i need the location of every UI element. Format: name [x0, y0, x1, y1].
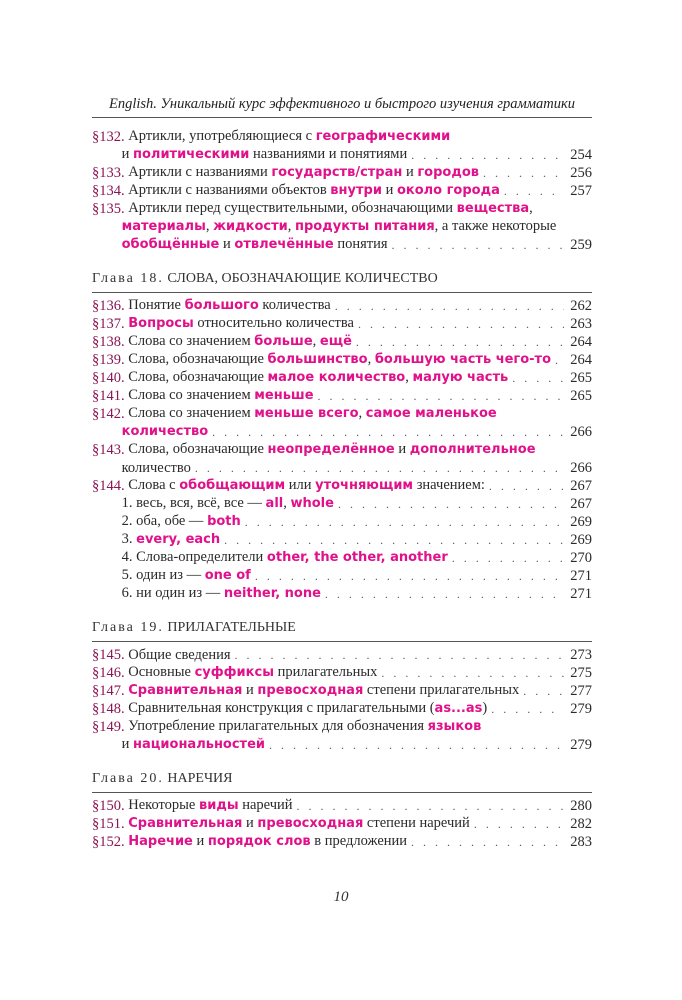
plain-text: ,	[205, 218, 214, 234]
toc-entry	[92, 700, 592, 718]
highlighted-term: самое маленькое	[365, 406, 497, 421]
section-number: §142.	[92, 406, 125, 422]
highlighted-term: both	[207, 514, 241, 529]
highlighted-term: Вопросы	[128, 316, 194, 331]
highlighted-term: жидкости	[213, 219, 288, 234]
dot-leader	[474, 815, 564, 833]
page-ref: 265	[570, 370, 592, 386]
toc-entry	[92, 351, 592, 369]
entry-title	[125, 386, 314, 405]
highlighted-term: малое количество	[267, 370, 406, 385]
dot-leader	[318, 387, 564, 405]
page-ref: 259	[570, 237, 592, 253]
plain-text: , а также некоторые	[434, 218, 557, 234]
highlighted-term: меньше всего	[254, 406, 359, 421]
plain-text: Общие сведения	[128, 647, 231, 663]
highlighted-term: ещё	[319, 334, 352, 349]
toc-entry	[92, 797, 592, 815]
plain-text: Слова со значением	[128, 387, 255, 403]
chapter-heading	[92, 770, 592, 788]
plain-text: Слова со значением	[128, 405, 255, 421]
plain-text: Артикли с названиями	[128, 164, 272, 180]
plain-text: в предложении	[310, 833, 408, 849]
entry-title	[125, 332, 352, 351]
section-number: §150.	[92, 798, 125, 814]
highlighted-term: вещества	[456, 201, 530, 216]
plain-text: ,	[283, 495, 291, 511]
section-number: §144.	[92, 478, 125, 494]
plain-text: 3.	[121, 531, 137, 547]
plain-text: и	[242, 815, 258, 831]
highlighted-term: отвлечённые	[234, 237, 334, 252]
page-number: 10	[333, 889, 349, 905]
entry-title	[125, 163, 479, 182]
entry-title	[125, 350, 551, 369]
toc-subentry	[92, 567, 592, 585]
section-number: §151.	[92, 816, 125, 832]
dot-leader	[338, 495, 564, 513]
page-ref: 254	[570, 147, 592, 163]
section-number: §141.	[92, 388, 125, 404]
highlighted-term: дополнительное	[409, 442, 536, 457]
toc-entry	[92, 682, 592, 700]
highlighted-term: neither, none	[223, 586, 321, 601]
plain-text: или	[285, 477, 316, 493]
highlighted-term: количество	[121, 424, 209, 439]
dot-leader	[491, 700, 564, 718]
highlighted-term: политическими	[133, 147, 250, 162]
highlighted-term: whole	[290, 496, 334, 511]
dot-leader	[255, 567, 564, 585]
section-number: §135.	[92, 201, 125, 217]
plain-text: 5. один из —	[121, 567, 205, 583]
toc-entry-continuation	[92, 736, 592, 754]
plain-text: степени прилагательных	[363, 682, 520, 698]
entry-title	[125, 296, 331, 315]
dot-leader	[212, 423, 564, 441]
plain-text: и	[242, 682, 258, 698]
dot-leader	[335, 297, 564, 315]
table-of-contents	[92, 128, 592, 851]
plain-text: количества	[258, 297, 331, 313]
dot-leader	[411, 146, 564, 164]
highlighted-term: as...as	[434, 701, 483, 716]
plain-text: ,	[312, 333, 320, 349]
highlighted-term: языков	[427, 719, 482, 734]
plain-text: Сравнительная конструкция с прилагательными (	[128, 700, 435, 716]
plain-text: степени наречий	[363, 815, 470, 831]
chapter-label: Глава 19.	[92, 620, 164, 635]
plain-text: ,	[358, 405, 366, 421]
entry-title	[125, 646, 231, 664]
toc-entry-continuation	[92, 459, 592, 477]
dot-leader	[358, 315, 564, 333]
plain-text: названиями и понятиями	[249, 146, 408, 162]
plain-text: Слова с	[128, 477, 180, 493]
toc-subentry	[92, 531, 592, 549]
dot-leader	[411, 833, 564, 851]
page-ref: 257	[570, 183, 592, 199]
dot-leader	[381, 664, 564, 682]
chapter-label: Глава 18.	[92, 271, 164, 286]
plain-text: и	[402, 164, 418, 180]
section-number: §146.	[92, 665, 125, 681]
chapter-rule	[92, 292, 592, 293]
plain-text: Понятие	[128, 297, 185, 313]
toc-entry	[92, 128, 592, 146]
highlighted-term: обобщённые	[121, 237, 220, 252]
highlighted-term: материалы	[121, 219, 206, 234]
toc-entry-continuation	[92, 236, 592, 254]
section-number: §133.	[92, 165, 125, 181]
chapter-label: Глава 20.	[92, 771, 164, 786]
plain-text: относительно количества	[193, 315, 354, 331]
plain-text: Некоторые	[128, 797, 199, 813]
highlighted-term: превосходная	[257, 683, 364, 698]
highlighted-term: уточняющим	[315, 478, 414, 493]
highlighted-term: городов	[417, 165, 480, 180]
subentry-title	[118, 512, 241, 531]
highlighted-term: внутри	[330, 183, 382, 198]
subentry-title	[118, 530, 220, 549]
page-ref: 263	[570, 316, 592, 332]
dot-leader	[512, 369, 564, 387]
dot-leader	[392, 236, 564, 254]
plain-text: и	[192, 833, 208, 849]
toc-subentry	[92, 585, 592, 603]
page-ref: 271	[570, 586, 592, 602]
entry-title	[118, 145, 407, 164]
page-ref: 283	[570, 834, 592, 850]
highlighted-term: обобщающим	[179, 478, 286, 493]
section-number: §134.	[92, 183, 125, 199]
plain-text: 2. оба, обе —	[121, 513, 208, 529]
toc-entry	[92, 315, 592, 333]
plain-text: Слова, обозначающие	[128, 351, 268, 367]
plain-text: Слова, обозначающие	[128, 441, 268, 457]
toc-subentry	[92, 513, 592, 531]
dot-leader	[489, 477, 564, 495]
section-number: §136.	[92, 298, 125, 314]
dot-leader	[504, 182, 564, 200]
dot-leader	[269, 736, 564, 754]
chapter-rule	[92, 641, 592, 642]
entry-title	[125, 796, 293, 815]
dot-leader	[452, 549, 564, 567]
highlighted-term: all	[265, 496, 284, 511]
highlighted-term: Сравнительная	[128, 683, 243, 698]
page-ref: 265	[570, 388, 592, 404]
entry-title	[125, 368, 509, 387]
toc-entry	[92, 369, 592, 387]
dot-leader	[297, 797, 564, 815]
page-ref: 279	[570, 737, 592, 753]
chapter-heading	[92, 270, 592, 288]
page-ref: 269	[570, 514, 592, 530]
entry-title	[125, 181, 500, 200]
highlighted-term: суффиксы	[194, 665, 274, 680]
toc-subentry	[92, 495, 592, 513]
highlighted-term: неопределённое	[267, 442, 395, 457]
page-ref: 267	[570, 496, 592, 512]
plain-text: Слова со значением	[128, 333, 255, 349]
toc-entry	[92, 333, 592, 351]
plain-text: )	[482, 700, 488, 716]
entry-title	[125, 663, 378, 682]
entry-title	[125, 814, 470, 833]
toc-entry	[92, 664, 592, 682]
toc-entry-continuation	[92, 146, 592, 164]
plain-text: 6. ни один из —	[121, 585, 224, 601]
page-ref: 270	[570, 550, 592, 566]
highlighted-term: большинство	[267, 352, 368, 367]
entry-title	[125, 717, 482, 736]
chapter-title: СЛОВА, ОБОЗНАЧАЮЩИЕ КОЛИЧЕСТВО	[167, 271, 438, 286]
plain-text: Основные	[128, 664, 195, 680]
highlighted-term: большую часть чего-то	[374, 352, 552, 367]
dot-leader	[523, 682, 564, 700]
toc-entry	[92, 200, 592, 218]
plain-text: 1. весь, вся, всё, все —	[121, 495, 266, 511]
entry-title	[125, 681, 520, 700]
highlighted-term: виды	[198, 798, 239, 813]
highlighted-term: малую часть	[412, 370, 509, 385]
entry-title	[125, 832, 407, 851]
dot-leader	[235, 646, 564, 664]
plain-text: 4. Слова-определители	[121, 549, 267, 565]
entry-title	[118, 735, 265, 754]
section-number: §139.	[92, 352, 125, 368]
page-ref: 267	[570, 478, 592, 494]
plain-text: Артикли с названиями объектов	[128, 182, 331, 198]
running-title: English. Уникальный курс эффективного и быстрого изучения грамматики	[108, 96, 576, 112]
dot-leader	[224, 531, 564, 549]
plain-text: и	[121, 736, 134, 752]
highlighted-term: большого	[184, 298, 259, 313]
highlighted-term: every, each	[136, 532, 221, 547]
entry-title	[125, 127, 451, 146]
toc-entry	[92, 405, 592, 423]
highlighted-term: превосходная	[257, 816, 364, 831]
entry-title	[125, 314, 354, 333]
highlighted-term: продукты питания	[295, 219, 435, 234]
section-number: §145.	[92, 647, 125, 663]
page-ref: 277	[570, 683, 592, 699]
highlighted-term: около города	[396, 183, 500, 198]
plain-text: наречий	[238, 797, 293, 813]
section-number: §149.	[92, 719, 125, 735]
chapter-title: ПРИЛАГАТЕЛЬНЫЕ	[167, 620, 296, 635]
plain-text: количество	[121, 460, 191, 476]
toc-subentry	[92, 549, 592, 567]
plain-text: ,	[287, 218, 295, 234]
highlighted-term: Наречие	[128, 834, 193, 849]
page-ref: 269	[570, 532, 592, 548]
dot-leader	[483, 164, 564, 182]
toc-entry	[92, 441, 592, 459]
page-ref: 262	[570, 298, 592, 314]
plain-text: ,	[367, 351, 375, 367]
plain-text: понятия	[333, 236, 388, 252]
plain-text: ,	[529, 200, 533, 216]
dot-leader	[356, 333, 564, 351]
entry-title	[118, 459, 191, 477]
toc-entry-continuation	[92, 218, 592, 236]
plain-text: Употребление прилагательных для обозначения	[128, 718, 428, 734]
section-number: §137.	[92, 316, 125, 332]
page-ref: 271	[570, 568, 592, 584]
toc-entry	[92, 646, 592, 664]
toc-entry	[92, 477, 592, 495]
highlighted-term: государств/стран	[271, 165, 403, 180]
dot-leader	[245, 513, 564, 531]
page-ref: 280	[570, 798, 592, 814]
chapter-title: НАРЕЧИЯ	[167, 771, 233, 786]
page-ref: 279	[570, 701, 592, 717]
chapter-rule	[92, 792, 592, 793]
dot-leader	[195, 459, 564, 477]
entry-title	[125, 404, 497, 423]
section-number: §143.	[92, 442, 125, 458]
plain-text: ,	[405, 369, 413, 385]
page-ref: 264	[570, 334, 592, 350]
highlighted-term: национальностей	[133, 737, 266, 752]
section-number: §148.	[92, 701, 125, 717]
page-ref: 264	[570, 352, 592, 368]
plain-text: и	[121, 146, 134, 162]
dot-leader	[555, 351, 564, 369]
toc-entry-continuation	[92, 423, 592, 441]
entry-title	[125, 440, 536, 459]
toc-entry	[92, 297, 592, 315]
chapter-heading	[92, 619, 592, 637]
entry-title	[118, 422, 208, 441]
header-rule	[92, 117, 592, 118]
entry-title	[118, 235, 388, 254]
toc-entry	[92, 164, 592, 182]
toc-entry	[92, 387, 592, 405]
entry-title	[125, 199, 533, 218]
highlighted-term: больше	[254, 334, 313, 349]
page-ref: 273	[570, 647, 592, 663]
highlighted-term: географическими	[315, 129, 451, 144]
section-number: §140.	[92, 370, 125, 386]
plain-text: значением:	[413, 477, 485, 493]
plain-text: прилагательных	[273, 664, 378, 680]
highlighted-term: порядок слов	[207, 834, 311, 849]
toc-entry	[92, 182, 592, 200]
section-number: §147.	[92, 683, 125, 699]
page-ref: 266	[570, 424, 592, 440]
highlighted-term: other, the other, another	[266, 550, 448, 565]
plain-text: и	[394, 441, 410, 457]
subentry-title	[118, 584, 321, 603]
page-ref: 282	[570, 816, 592, 832]
plain-text: Слова, обозначающие	[128, 369, 268, 385]
dot-leader	[325, 585, 564, 603]
highlighted-term: one of	[204, 568, 251, 583]
subentry-title	[118, 494, 334, 513]
toc-entry	[92, 833, 592, 851]
subentry-title	[118, 566, 251, 585]
plain-text: и	[381, 182, 397, 198]
entry-title	[125, 476, 485, 495]
subentry-title	[118, 548, 448, 567]
highlighted-term: Сравнительная	[128, 816, 243, 831]
section-number: §138.	[92, 334, 125, 350]
plain-text: Артикли, употребляющиеся с	[128, 128, 316, 144]
page-ref: 256	[570, 165, 592, 181]
page-ref: 275	[570, 665, 592, 681]
toc-entry	[92, 815, 592, 833]
section-number: §132.	[92, 129, 125, 145]
entry-title	[118, 217, 556, 236]
toc-entry	[92, 718, 592, 736]
plain-text: Артикли перед существительными, обозначающими	[128, 200, 457, 216]
highlighted-term: меньше	[254, 388, 314, 403]
entry-title	[125, 699, 488, 718]
section-number: §152.	[92, 834, 125, 850]
plain-text: и	[219, 236, 235, 252]
page-ref: 266	[570, 460, 592, 476]
